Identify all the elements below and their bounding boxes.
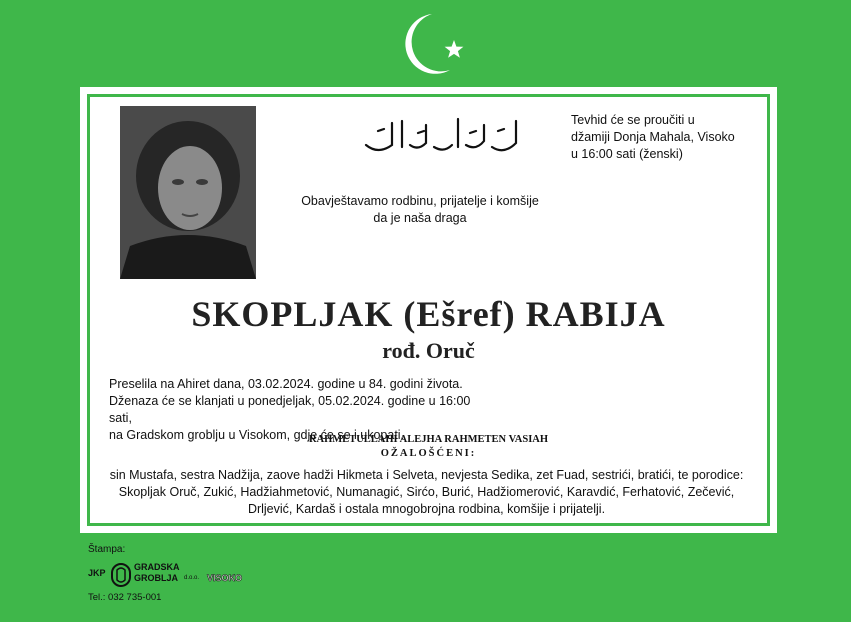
announcement-text (290, 193, 550, 227)
announcement-line-1: Obavještavamo rodbinu, prijatelje i komšije (301, 194, 539, 208)
logo-city: VISOKO (207, 573, 243, 583)
printer-logo (88, 560, 248, 590)
notice-card-border (87, 94, 770, 526)
mourners-line-3: Drljević, Kardaš i ostala mnogobrojna rodbina, komšije i prijatelji. (247, 502, 606, 516)
logo-jkp: JKP (88, 568, 106, 578)
logo-doo: d.o.o. (184, 575, 200, 581)
prayer-line: RAHMETULLAHI ALEJHA RAHMETEN VASIAH (308, 434, 549, 445)
crescent-star-icon (398, 10, 468, 76)
details-line-1: Preselila na Ahiret dana, 03.02.2024. godine u 84. godini života. (109, 377, 463, 391)
mourners-list (100, 467, 753, 518)
arabic-calligraphy (358, 111, 528, 159)
details-line-2: Dženaza će se klanjati u ponedjeljak, 05.02.2024. godine u 16:00 sati, (109, 394, 471, 425)
details-line-3: na Gradskom groblju u Visokom, gdje će se i ukopati. (109, 428, 405, 442)
printer-phone: Tel.: 032 735-001 (88, 592, 162, 603)
portrait-photo (120, 106, 256, 279)
tevhid-line-3: u 16:00 sati (ženski) (571, 147, 683, 161)
deceased-name: SKOPLJAK (Ešref) RABIJA (191, 294, 666, 334)
tevhid-line-2: džamiji Donja Mahala, Visoko (571, 130, 735, 144)
tevhid-info (571, 112, 771, 163)
printer-label: Štampa: (88, 544, 126, 555)
maiden-name: rođ. Oruč (382, 338, 475, 363)
mourners-line-1: sin Mustafa, sestra Nadžija, zaove hadži Hikmeta i Selveta, nevjesta Sedika, zet Fuad, sestrići, bratići, te porodice: (109, 468, 744, 482)
logo-line-2: GROBLJA (134, 573, 179, 583)
mourners-title: OŽALOŠĆENI: (380, 448, 477, 459)
logo-line-1: GRADSKA (134, 562, 180, 572)
tevhid-line-1: Tevhid će se proučiti u (571, 113, 695, 127)
notice-card (80, 87, 777, 533)
mourners-line-2: Skopljak Oruč, Zukić, Hadžiahmetović, Numanagić, Sirćo, Burić, Hadžiomerović, Karavdić, Ferhatović, Zečević, (118, 485, 735, 499)
logo-name (134, 562, 180, 584)
announcement-line-2: da je naša draga (373, 211, 467, 225)
logo-emblem-icon (110, 562, 132, 588)
